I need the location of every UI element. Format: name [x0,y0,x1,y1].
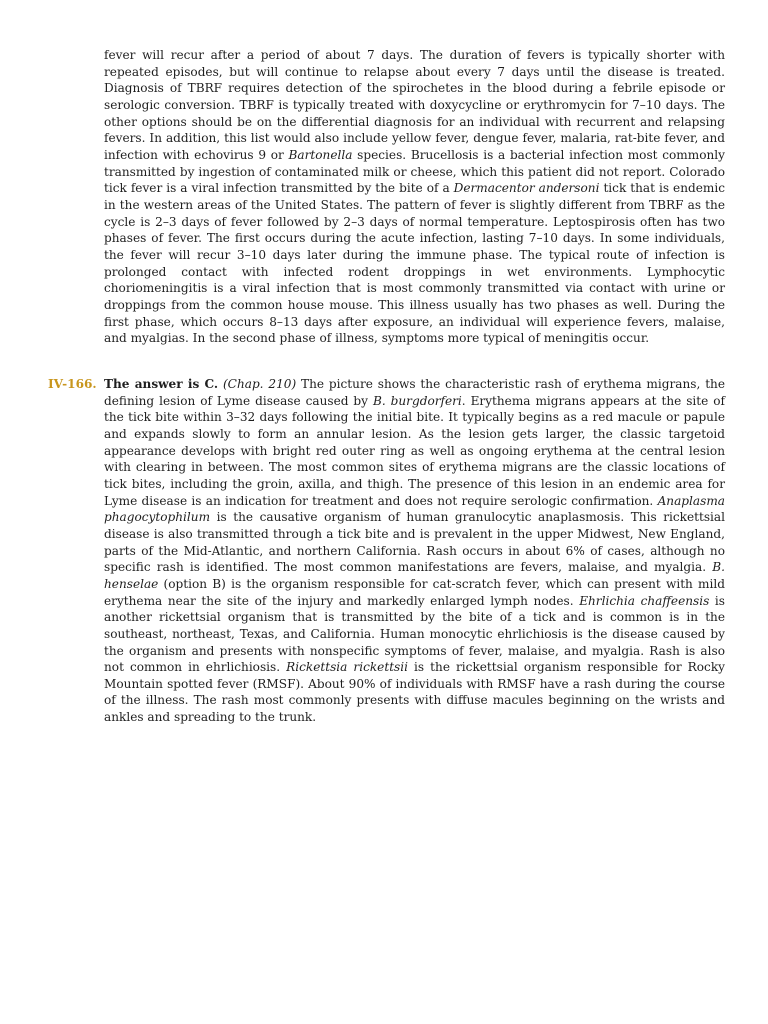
organism-name-b-henselae: B. henselae [104,560,725,591]
organism-name-b-burgdorferi: B. burgdorferi [372,393,462,408]
continuation-text-3: tick that is endemic in the western areas of the United States. The pattern of fever is slightly different from TBRF as the cycle is 2–3 days of fever followed by 2–3 days of normal temperature. Leptospirosis often has two phases of fever. The first occurs during the acute infection, lasting 7–10 days. In some individuals, the fever will recur 3–10 days later during the immune phase. The typical route of infection is prolonged contact with infected rodent droppings in wet environments. Lymphocytic choriomeningitis is a viral infection that is most commonly transmitted via contact with urine or droppings from the common house mouse. This illness usually has two phases as well. During the first phase, which occurs 8–13 days after exposure, an individual will experience fevers, malaise, and myalgias. In the second phase of illness, symptoms more typical of meningitis occur. [104,181,726,346]
organism-name-rickettsia: Rickettsia rickettsii [286,660,408,675]
answer-text-2: . Erythema migrans appears at the site of the tick bite within 3–32 days following the initial bite. It typically begins as a red macule or papule and expands slowly to form an annular lesion. As the lesion gets larger, the classic targetoid appearance develops with bright red outer ring as well as ongoing erythema at the central lesion with clearing in between. The most common sites of erythema migrans are the classic locations of tick bites, including the groin, axilla, and thigh. The presence of this lesion in an endemic area for Lyme disease is an indication for treatment and does not require serologic confirmation. [104,393,726,508]
answer-lead: The answer is C. [104,377,219,391]
continuation-text-1: fever will recur after a period of about 7 days. The duration of fevers is typically shorter with repeated episodes, but will continue to relapse about every 7 days until the disease is treated. Diagnosis of TBRF requires detection of the spirochetes in the blood during a febrile episode or serologic conversion. TBRF is typically treated with doxycycline or erythromycin for 7–10 days. The other options should be on the differential diagnosis for an individual with recurrent and relapsing fevers. In addition, this list would also include yellow fever, dengue fever, malaria, rat-bite fever, and infection with echovirus 9 or [104,48,725,162]
answer-text-1: The picture shows the characteristic rash of erythema migrans, the defining lesion of Lyme disease caused by [104,377,725,408]
continuation-text-2: species. Brucellosis is a bacterial infection most commonly transmitted by ingestion of contaminated milk or cheese, which this patient did not report. Colorado tick fever is a viral infection transmitted by the bite of a [104,147,725,196]
organism-name-bartonella: Bartonella [288,147,353,162]
organism-name-dermacentor: Dermacentor andersoni [453,181,600,196]
answer-text-6: is the rickettsial organism responsible for Rocky Mountain spotted fever (RMSF). About 90% of individuals with RMSF have a rash during the course of the illness. The rash most commonly presents with diffuse macules beginning on the wrists and ankles and spreading to the trunk. [104,660,725,725]
question-number: IV-166. [48,377,97,391]
chapter-reference: (Chap. 210) [222,377,297,391]
answer-text-3: is the causative organism of human granulocytic anaplasmosis. This rickettsial disease is also transmitted through a tick bite and is prevalent in the upper Midwest, New England, parts of the Mid-Atlantic, and northern California. Rash occurs in about 6% of cases, although no specific rash is identified. The most common manifestations are fevers, malaise, and myalgia. [104,510,725,575]
answer-text-5: is another rickettsial organism that is transmitted by the bite of a tick and is common is in the southeast, northeast, Texas, and California. Human monocytic ehrlichiosis is the disease caused by the organism and presents with nonspecific symptoms of fever, malaise, and myalgia. Rash is also not common in ehrlichiosis. [104,593,726,675]
continuation-paragraph [104,47,725,347]
answer-text-4: (option B) is the organism responsible for cat-scratch fever, which can present with mild erythema near the site of the injury and markedly enlarged lymph nodes. [104,576,725,608]
organism-name-ehrlichia: Ehrlichia chaffeensis [579,593,710,608]
answer-paragraph [104,376,725,726]
organism-name-anaplasma: Anaplasma phagocytophilum [104,493,725,525]
